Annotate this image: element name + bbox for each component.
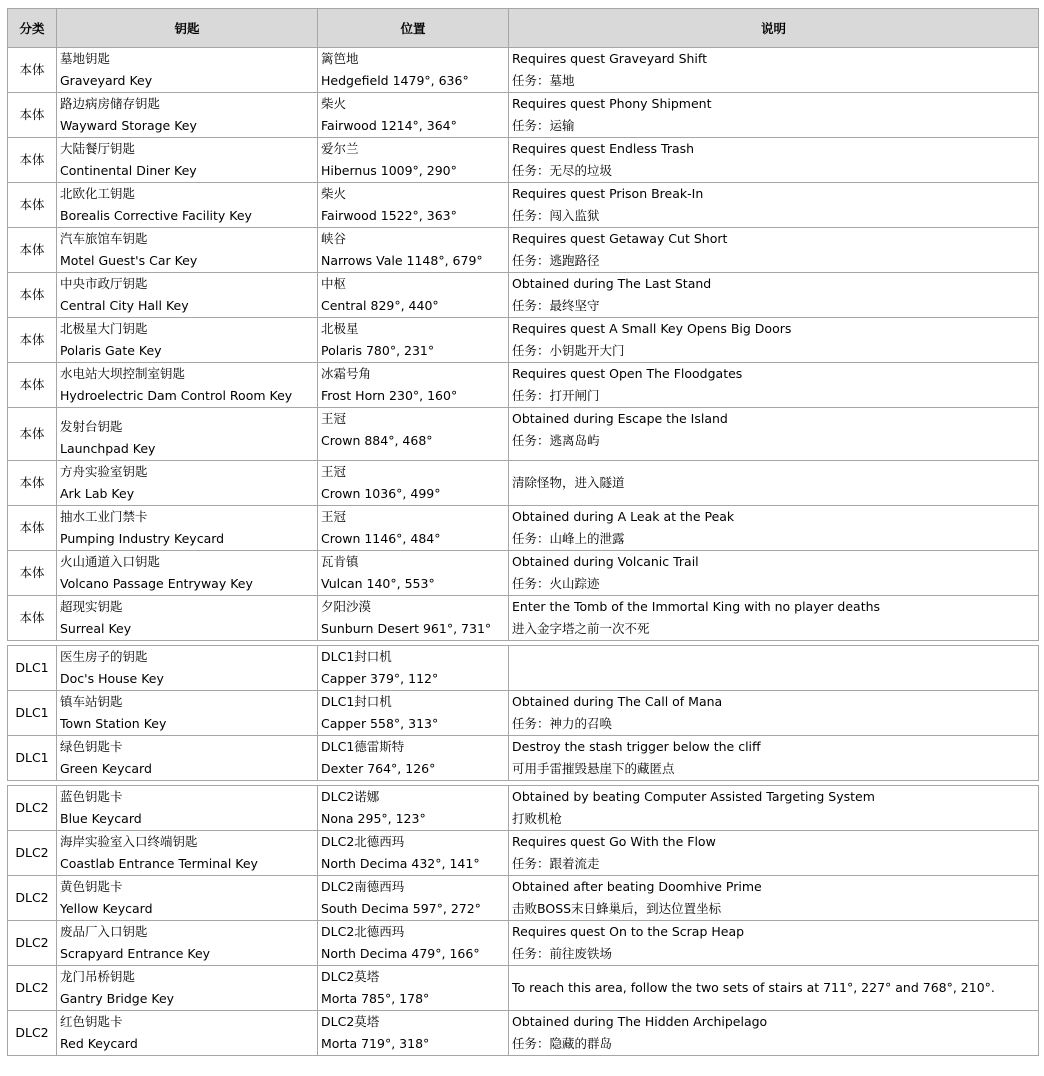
location-name-cn: DLC1封口机	[321, 694, 392, 709]
description-line-1: Requires quest Getaway Cut Short	[512, 231, 728, 246]
description-line-2: 任务：最终坚守	[512, 298, 600, 313]
table-row	[8, 48, 1039, 93]
key-name-en: Yellow Keycard	[60, 901, 153, 916]
location-cell	[318, 736, 509, 781]
key-cell	[57, 363, 318, 408]
table-row	[8, 876, 1039, 921]
description-cell	[509, 461, 1039, 506]
location-coords: Vulcan 140°, 553°	[321, 576, 435, 591]
key-name-cn: 红色钥匙卡	[60, 1014, 123, 1029]
location-name-cn: DLC2莫塔	[321, 1014, 380, 1029]
location-coords: Crown 1146°, 484°	[321, 531, 441, 546]
key-cell	[57, 831, 318, 876]
key-name-cn: 抽水工业门禁卡	[60, 509, 148, 524]
key-cell	[57, 273, 318, 318]
description-line-2: 任务：神力的召唤	[512, 716, 613, 731]
category-cell: 本体	[8, 596, 57, 641]
description-line-2: 任务：火山踪迹	[512, 576, 600, 591]
table-row	[8, 646, 1039, 691]
description-line-1: Requires quest Phony Shipment	[512, 96, 712, 111]
description-cell	[509, 736, 1039, 781]
description-line-2: 击败BOSS末日蜂巢后，到达位置坐标	[512, 901, 722, 916]
description-cell	[509, 691, 1039, 736]
location-coords: Crown 884°, 468°	[321, 433, 433, 448]
location-name-cn: DLC2莫塔	[321, 969, 380, 984]
location-cell	[318, 461, 509, 506]
location-coords: Morta 785°, 178°	[321, 991, 430, 1006]
location-name-cn: 北极星	[321, 321, 359, 336]
description-line-1: Enter the Tomb of the Immortal King with no player deaths	[512, 599, 881, 614]
location-cell	[318, 273, 509, 318]
description-cell	[509, 966, 1039, 1011]
description-line-1	[512, 657, 1035, 679]
description-line-1: Obtained during The Hidden Archipelago	[512, 1014, 768, 1029]
description-line-2: 进入金字塔之前一次不死	[512, 621, 650, 636]
location-coords: North Decima 432°, 141°	[321, 856, 480, 871]
description-line-1: Obtained during Volcanic Trail	[512, 554, 699, 569]
description-line-2: 任务：隐藏的群岛	[512, 1036, 613, 1051]
location-name-cn: 柴火	[321, 96, 347, 111]
location-cell	[318, 646, 509, 691]
location-cell	[318, 966, 509, 1011]
table-row	[8, 736, 1039, 781]
category-cell: 本体	[8, 408, 57, 461]
category-cell: DLC1	[8, 736, 57, 781]
location-cell	[318, 363, 509, 408]
location-name-cn: 王冠	[321, 411, 347, 426]
key-cell	[57, 48, 318, 93]
key-name-en: Hydroelectric Dam Control Room Key	[60, 388, 293, 403]
key-name-cn: 中央市政厅钥匙	[60, 276, 148, 291]
key-name-cn: 方舟实验室钥匙	[60, 464, 148, 479]
description-line-1: Obtained during The Call of Mana	[512, 694, 723, 709]
location-coords: Fairwood 1214°, 364°	[321, 118, 457, 133]
key-name-en: Motel Guest's Car Key	[60, 253, 198, 268]
key-name-en: Blue Keycard	[60, 811, 142, 826]
location-coords: Capper 379°, 112°	[321, 671, 439, 686]
header-description: 说明	[509, 9, 1039, 48]
table-row	[8, 596, 1039, 641]
description-cell	[509, 1011, 1039, 1056]
key-name-en: Red Keycard	[60, 1036, 138, 1051]
location-name-cn: DLC2北德西玛	[321, 924, 405, 939]
key-name-cn: 汽车旅馆车钥匙	[60, 231, 148, 246]
location-name-cn: 夕阳沙漠	[321, 599, 372, 614]
key-cell	[57, 691, 318, 736]
description-line-1: Requires quest Open The Floodgates	[512, 366, 743, 381]
description-line-2: 任务：无尽的垃圾	[512, 163, 613, 178]
location-name-cn: DLC2诺娜	[321, 789, 380, 804]
location-coords: Capper 558°, 313°	[321, 716, 439, 731]
location-cell	[318, 691, 509, 736]
key-cell	[57, 786, 318, 831]
location-cell	[318, 596, 509, 641]
category-cell: 本体	[8, 461, 57, 506]
location-coords: Polaris 780°, 231°	[321, 343, 435, 358]
location-name-cn: 柴火	[321, 186, 347, 201]
location-cell	[318, 831, 509, 876]
location-coords: Nona 295°, 123°	[321, 811, 426, 826]
description-cell	[509, 551, 1039, 596]
header-location: 位置	[318, 9, 509, 48]
table-row	[8, 506, 1039, 551]
location-name-cn: 爱尔兰	[321, 141, 359, 156]
key-cell	[57, 921, 318, 966]
key-name-en: Gantry Bridge Key	[60, 991, 175, 1006]
location-cell	[318, 786, 509, 831]
table-body	[8, 48, 1039, 1056]
table-row	[8, 966, 1039, 1011]
key-cell	[57, 876, 318, 921]
key-name-cn: 海岸实验室入口终端钥匙	[60, 834, 198, 849]
location-cell	[318, 876, 509, 921]
description-line-1: Requires quest Prison Break-In	[512, 186, 704, 201]
location-cell	[318, 228, 509, 273]
category-cell: DLC2	[8, 966, 57, 1011]
description-line-2: 任务：逃跑路径	[512, 253, 600, 268]
description-line-1: Destroy the stash trigger below the cliff	[512, 739, 761, 754]
category-cell: 本体	[8, 48, 57, 93]
key-name-cn: 发射台钥匙	[60, 419, 123, 434]
location-coords: North Decima 479°, 166°	[321, 946, 480, 961]
location-name-cn: 冰霜号角	[321, 366, 372, 381]
key-cell	[57, 138, 318, 183]
table-row	[8, 461, 1039, 506]
keys-table-container	[7, 8, 1038, 1056]
category-cell: 本体	[8, 506, 57, 551]
location-name-cn: 中枢	[321, 276, 347, 291]
key-name-en: Graveyard Key	[60, 73, 153, 88]
location-coords: Fairwood 1522°, 363°	[321, 208, 457, 223]
table-row	[8, 921, 1039, 966]
key-cell	[57, 228, 318, 273]
description-line-2: 任务：山峰上的泄露	[512, 531, 625, 546]
key-name-en: Volcano Passage Entryway Key	[60, 576, 253, 591]
header-row	[8, 9, 1039, 48]
key-cell	[57, 183, 318, 228]
description-line-1: 清除怪物，进入隧道	[512, 475, 625, 490]
key-name-cn: 龙门吊桥钥匙	[60, 969, 136, 984]
location-name-cn: DLC2南德西玛	[321, 879, 405, 894]
description-line-1: Obtained after beating Doomhive Prime	[512, 879, 762, 894]
key-cell	[57, 408, 318, 461]
location-cell	[318, 551, 509, 596]
key-name-en: Continental Diner Key	[60, 163, 197, 178]
key-cell	[57, 461, 318, 506]
key-name-cn: 超现实钥匙	[60, 599, 123, 614]
key-name-cn: 大陆餐厅钥匙	[60, 141, 136, 156]
table-row	[8, 691, 1039, 736]
description-cell	[509, 48, 1039, 93]
description-line-1: Requires quest Graveyard Shift	[512, 51, 707, 66]
description-line-2: 任务：小钥匙开大门	[512, 343, 625, 358]
table-row	[8, 183, 1039, 228]
location-cell	[318, 1011, 509, 1056]
table-row	[8, 831, 1039, 876]
location-coords: Crown 1036°, 499°	[321, 486, 441, 501]
category-cell: DLC1	[8, 691, 57, 736]
description-line-2: 任务：墓地	[512, 73, 575, 88]
key-name-en: Launchpad Key	[60, 441, 156, 456]
description-line-1: To reach this area, follow the two sets of stairs at 711°, 227° and 768°, 210°.	[512, 980, 995, 995]
location-name-cn: 篱笆地	[321, 51, 359, 66]
description-line-2: 任务：运输	[512, 118, 575, 133]
table-row	[8, 93, 1039, 138]
description-line-1: Requires quest Endless Trash	[512, 141, 695, 156]
key-name-en: Coastlab Entrance Terminal Key	[60, 856, 258, 871]
table-row	[8, 1011, 1039, 1056]
description-line-1: Requires quest On to the Scrap Heap	[512, 924, 745, 939]
location-name-cn: DLC1德雷斯特	[321, 739, 405, 754]
location-coords: Frost Horn 230°, 160°	[321, 388, 458, 403]
category-cell: 本体	[8, 318, 57, 363]
category-cell: DLC2	[8, 876, 57, 921]
table-row	[8, 273, 1039, 318]
key-name-cn: 路边病房储存钥匙	[60, 96, 161, 111]
description-line-1: Obtained by beating Computer Assisted Targeting System	[512, 789, 875, 804]
key-name-cn: 火山通道入口钥匙	[60, 554, 161, 569]
description-cell	[509, 138, 1039, 183]
key-name-cn: 医生房子的钥匙	[60, 649, 148, 664]
table-row	[8, 408, 1039, 461]
key-name-en: Pumping Industry Keycard	[60, 531, 225, 546]
key-name-cn: 黄色钥匙卡	[60, 879, 123, 894]
table-row	[8, 228, 1039, 273]
key-name-en: Green Keycard	[60, 761, 152, 776]
key-name-en: Polaris Gate Key	[60, 343, 162, 358]
description-line-2: 任务：闯入监狱	[512, 208, 600, 223]
location-name-cn: 王冠	[321, 509, 347, 524]
key-name-en: Town Station Key	[60, 716, 167, 731]
key-name-en: Ark Lab Key	[60, 486, 135, 501]
key-name-cn: 北极星大门钥匙	[60, 321, 148, 336]
location-name-cn: DLC2北德西玛	[321, 834, 405, 849]
category-cell: DLC2	[8, 831, 57, 876]
category-cell: 本体	[8, 183, 57, 228]
location-cell	[318, 183, 509, 228]
location-coords: Central 829°, 440°	[321, 298, 439, 313]
category-cell: 本体	[8, 138, 57, 183]
description-cell	[509, 876, 1039, 921]
key-name-en: Scrapyard Entrance Key	[60, 946, 211, 961]
category-cell: DLC1	[8, 646, 57, 691]
location-cell	[318, 318, 509, 363]
description-line-2: 打败机枪	[512, 811, 563, 826]
location-coords: Narrows Vale 1148°, 679°	[321, 253, 483, 268]
description-cell	[509, 506, 1039, 551]
location-cell	[318, 48, 509, 93]
location-coords: Hedgefield 1479°, 636°	[321, 73, 469, 88]
key-name-en: Borealis Corrective Facility Key	[60, 208, 252, 223]
key-name-en: Surreal Key	[60, 621, 132, 636]
header-key: 钥匙	[57, 9, 318, 48]
description-cell	[509, 363, 1039, 408]
description-line-2: 可用手雷摧毁悬崖下的藏匿点	[512, 761, 675, 776]
category-cell: 本体	[8, 363, 57, 408]
key-name-en: Doc's House Key	[60, 671, 164, 686]
key-cell	[57, 1011, 318, 1056]
location-coords: Dexter 764°, 126°	[321, 761, 436, 776]
key-cell	[57, 93, 318, 138]
description-cell	[509, 786, 1039, 831]
key-cell	[57, 736, 318, 781]
category-cell: 本体	[8, 93, 57, 138]
description-line-1: Requires quest Go With the Flow	[512, 834, 716, 849]
description-line-2: 任务：前往废铁场	[512, 946, 613, 961]
location-coords: South Decima 597°, 272°	[321, 901, 481, 916]
category-cell: 本体	[8, 551, 57, 596]
location-cell	[318, 138, 509, 183]
key-cell	[57, 966, 318, 1011]
description-line-1: Obtained during Escape the Island	[512, 411, 728, 426]
header-category: 分类	[8, 9, 57, 48]
key-cell	[57, 506, 318, 551]
description-line-2: 任务：跟着流走	[512, 856, 600, 871]
key-name-cn: 绿色钥匙卡	[60, 739, 123, 754]
category-cell: DLC2	[8, 921, 57, 966]
table-row	[8, 363, 1039, 408]
table-row	[8, 318, 1039, 363]
description-cell	[509, 183, 1039, 228]
description-line-1: Obtained during A Leak at the Peak	[512, 509, 735, 524]
key-name-cn: 废品厂入口钥匙	[60, 924, 148, 939]
description-cell	[509, 93, 1039, 138]
description-line-2: 任务：打开闸门	[512, 388, 600, 403]
category-cell: 本体	[8, 228, 57, 273]
category-cell: 本体	[8, 273, 57, 318]
location-name-cn: DLC1封口机	[321, 649, 392, 664]
keys-table	[7, 8, 1039, 1056]
location-coords: Hibernus 1009°, 290°	[321, 163, 457, 178]
location-name-cn: 王冠	[321, 464, 347, 479]
description-line-1: Obtained during The Last Stand	[512, 276, 712, 291]
key-cell	[57, 551, 318, 596]
key-cell	[57, 596, 318, 641]
description-cell	[509, 646, 1039, 691]
key-name-cn: 水电站大坝控制室钥匙	[60, 366, 186, 381]
key-name-en: Wayward Storage Key	[60, 118, 197, 133]
location-cell	[318, 506, 509, 551]
key-name-cn: 镇车站钥匙	[60, 694, 123, 709]
description-cell	[509, 831, 1039, 876]
key-name-cn: 蓝色钥匙卡	[60, 789, 123, 804]
location-cell	[318, 408, 509, 461]
description-cell	[509, 318, 1039, 363]
description-cell	[509, 408, 1039, 461]
description-cell	[509, 596, 1039, 641]
key-cell	[57, 318, 318, 363]
category-cell: DLC2	[8, 1011, 57, 1056]
description-cell	[509, 228, 1039, 273]
location-cell	[318, 93, 509, 138]
location-name-cn: 峡谷	[321, 231, 347, 246]
table-row	[8, 786, 1039, 831]
table-row	[8, 551, 1039, 596]
location-cell	[318, 921, 509, 966]
key-name-en: Central City Hall Key	[60, 298, 189, 313]
location-coords: Sunburn Desert 961°, 731°	[321, 621, 492, 636]
location-name-cn: 瓦肯镇	[321, 554, 359, 569]
description-line-2: 任务：逃离岛屿	[512, 433, 600, 448]
category-cell: DLC2	[8, 786, 57, 831]
key-cell	[57, 646, 318, 691]
key-name-cn: 墓地钥匙	[60, 51, 111, 66]
location-coords: Morta 719°, 318°	[321, 1036, 430, 1051]
key-name-cn: 北欧化工钥匙	[60, 186, 136, 201]
description-cell	[509, 921, 1039, 966]
table-row	[8, 138, 1039, 183]
description-line-1: Requires quest A Small Key Opens Big Doors	[512, 321, 792, 336]
description-cell	[509, 273, 1039, 318]
